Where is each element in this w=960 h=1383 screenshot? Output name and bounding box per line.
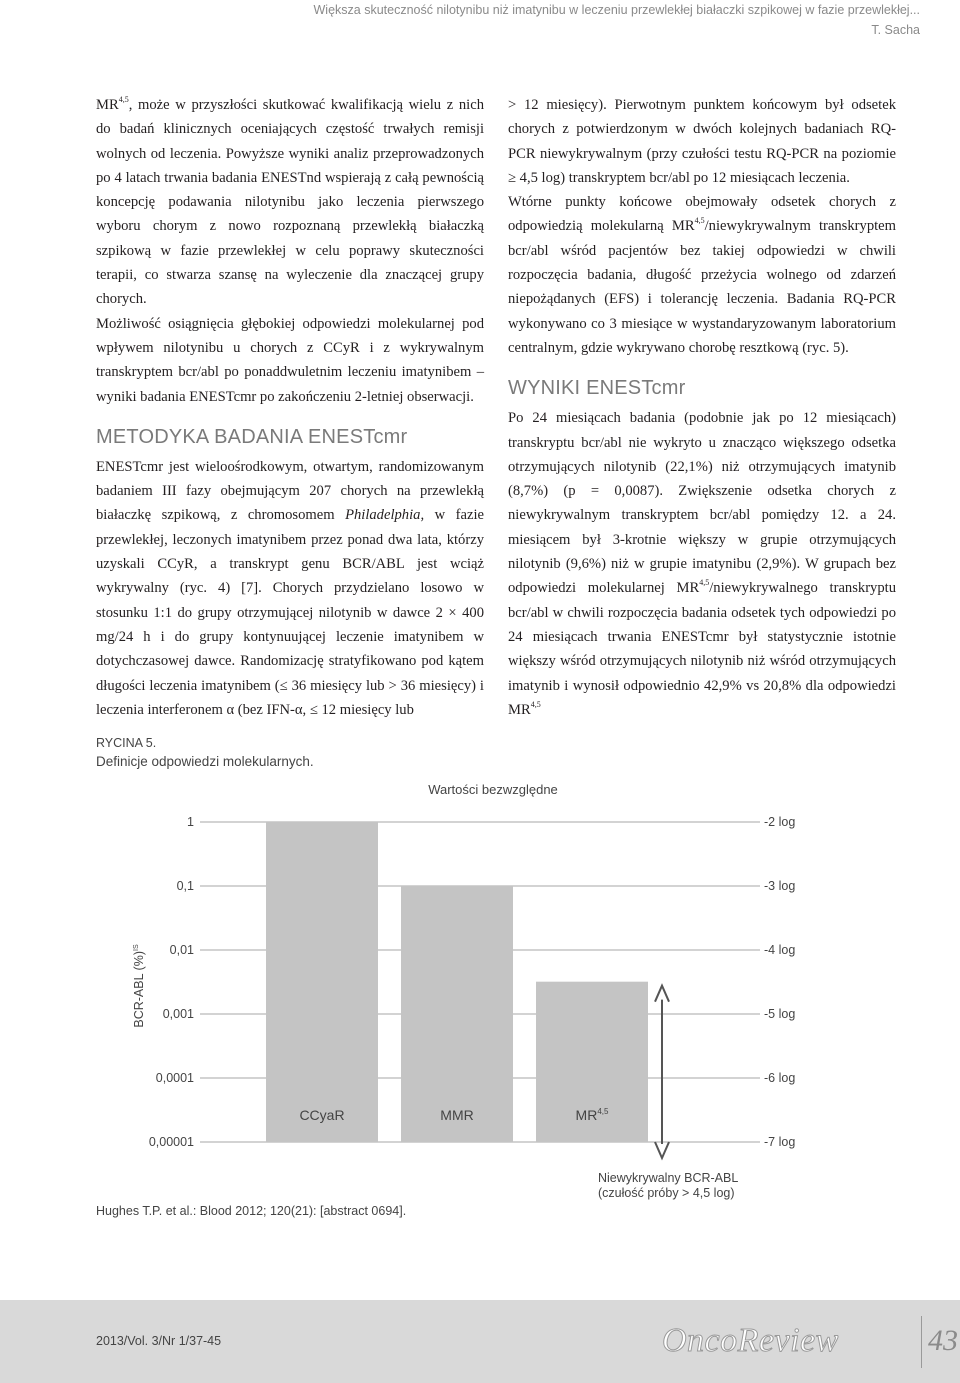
paragraph: Możliwość osiągnięcia głębokiej odpowiedzi molekularnej pod wpływem nilotynibu u chorych z CCyR i z wykrywalnym transkryptem bcr/abl po ponaddwuletnim leczeniu imatynibem – wyniki badania ENESTcmr po zakończeniu 2-letniej obserwacji. bbox=[96, 315, 484, 405]
y-tick-label: 0,0001 bbox=[155, 1071, 194, 1085]
arrow-note: (czułość próby > 4,5 log) bbox=[598, 1186, 735, 1200]
section-heading: WYNIKI ENESTcmr bbox=[508, 377, 686, 400]
figure-label: RYCINA 5. bbox=[96, 736, 157, 750]
log-tick-label: -2 log bbox=[764, 815, 796, 829]
y-tick-label: 0,01 bbox=[169, 943, 194, 957]
running-head-author: T. Sacha bbox=[871, 23, 920, 37]
y-tick-label: 0,001 bbox=[162, 1007, 194, 1021]
log-tick-label: -5 log bbox=[764, 1007, 796, 1021]
footer-divider bbox=[921, 1316, 922, 1368]
log-tick-label: -4 log bbox=[764, 943, 796, 957]
y-tick-label: 0,1 bbox=[176, 879, 194, 893]
bar bbox=[401, 886, 513, 1142]
paragraph: ENESTcmr jest wieloośrodkowym, otwartym, randomizowanym badaniem III fazy obejmującym 207 chorych na przewlekłą białaczkę szpikową, z chromosomem Philadelphia, w fazie przewlekłej, leczonych imatynibem przez ponad dwa lata, którzy uzyskali CCyR, a transkrypt genu BCR/ABL jest wciąż wykrywalny (ryc. 4) [7]. Chorych przydzielano losowo w stosunku 1:1 do grupy otrzymującej nilotynib w dawce 2 × 400 mg/24 h i do grupy kontynuującej leczenie imatynibem w dotychczasowej dawce. Randomizację stratyfikowano pod kątem długości leczenia imatynibem (≤ 36 miesięcy lub > 36 miesięcy) i leczenia interferonem α (bez IFN-α, ≤ 12 miesięcy lub bbox=[96, 458, 484, 718]
arrow-head-up bbox=[655, 986, 669, 1002]
arrow-head-down bbox=[655, 1142, 669, 1158]
category-label: MMR bbox=[440, 1107, 474, 1123]
bar bbox=[266, 822, 378, 1142]
paragraph: Wtórne punkty końcowe obejmowały odsetek chorych z odpowiedzią molekularną MR$^{4,5}$/niewykrywalnym transkryptem bcr/abl wśród pacjentów bez takiej odpowiedzi w chwili rozpoczęcia badania, długość przeżycia wolnego od zdarzeń niepożądanych (EFS) i tolerancję leczenia. Badania RQ-PCR wykonywano co 3 miesiące w wystandaryzowanym laboratorium centralnym, gdzie wykrywano chorobę resztkową (ryc. 5). bbox=[508, 194, 896, 356]
y-tick-label: 1 bbox=[187, 815, 194, 829]
paragraph: > 12 miesięcy). Pierwotnym punktem końcowym był odsetek chorych z potwierdzonym w dwóch kolejnych badaniach RQ-PCR niewykrywalnym (przy czułości testu RQ-PCR na poziomie ≥ 4,5 log) transkryptem bcr/abl po 12 miesiącach leczenia. bbox=[508, 97, 896, 186]
log-tick-label: -3 log bbox=[764, 879, 796, 893]
running-head-title: Większa skuteczność nilotynibu niż imatynibu w leczeniu przewlekłej białaczki szpikowej w fazie przewlekłej... bbox=[313, 3, 920, 17]
arrow-note: Niewykrywalny BCR-ABL bbox=[598, 1171, 739, 1185]
footer-issue: 2013/Vol. 3/Nr 1/37-45 bbox=[96, 1334, 222, 1348]
y-tick-label: 0,00001 bbox=[148, 1135, 194, 1149]
log-tick-label: -7 log bbox=[764, 1135, 796, 1149]
figure-caption: Definicje odpowiedzi molekularnych. bbox=[96, 754, 314, 769]
chart-title: Wartości bezwzględne bbox=[428, 782, 558, 797]
journal-logo: OncoReview bbox=[662, 1322, 839, 1359]
figure-citation: Hughes T.P. et al.: Blood 2012; 120(21): [abstract 0694]. bbox=[96, 1204, 407, 1218]
category-label: MR$^{4,5}$ bbox=[575, 1107, 609, 1123]
section-heading: METODYKA BADANIA ENESTcmr bbox=[96, 425, 408, 448]
paragraph: MR$^{4,5}$, może w przyszłości skutkować kwalifikacją wielu z nich do badań klinicznych oceniających częstość trwałych remisji wolnych od leczenia. Powyższe wyniki analiz przeprowadzonych po 4 latach trwania badania ENESTnd wspierają z całą pewnością koncepcję podawania nilotynibu jako leczenia pierwszego wyboru chorym z nowo rozpoznaną przewlekłą białaczką szpikową w fazie przewlekłej w celu poprawy skuteczności terapii, co stwarza szansę na wyleczenie dla znaczącej grupy chorych. bbox=[96, 95, 484, 308]
y-axis-label: BCR-ABL (%)$^{IS}$ bbox=[132, 944, 146, 1028]
category-label: CCyaR bbox=[299, 1107, 345, 1123]
page-number: 43 bbox=[928, 1324, 958, 1357]
log-tick-label: -6 log bbox=[764, 1071, 796, 1085]
paragraph: Po 24 miesiącach badania (podobnie jak po 12 miesiącach) transkryptu bcr/abl nie wykryto u znacząco większego odsetka otrzymujących nilotynib (22,1%) niż otrzymujących imatynib (8,7%) (p = 0,0087). Zwiększenie odsetka chorych z niewykrywalnym transkryptem bcr/abl pomiędzy 12. a 24. miesiącem był 3-krotnie większy w grupie otrzymujących nilotynib (9,6%) niż w grupie imatynibu (2,9%). W grupach bez odpowiedzi molekularnej MR$^{4,5}$/niewykrywalnego transkryptu bcr/abl w chwili rozpoczęcia badania odsetek tych odpowiedzi po 24 miesiącach trwania ENESTcmr był statystycznie istotnie większy wśród otrzymujących nilotynib niż wśród otrzymujących imatynib i wynosił odpowiednio 42,9% vs 20,8% dla odpowiedzi MR$^{4,5}$ bbox=[508, 410, 897, 718]
